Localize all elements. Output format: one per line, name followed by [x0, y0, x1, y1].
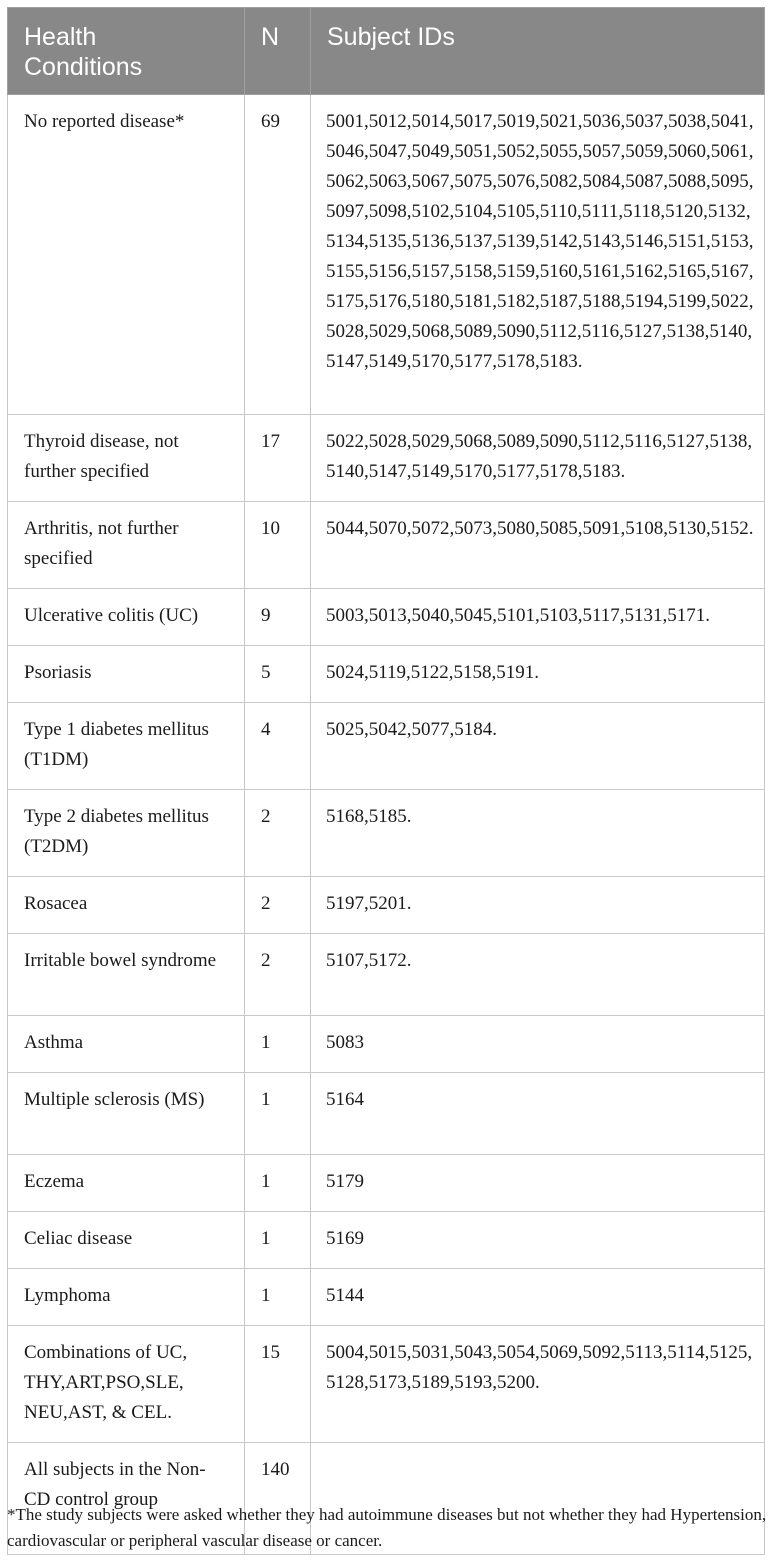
condition-cell: Type 1 diabetes mellitus (T1DM) [8, 703, 245, 790]
subject-ids-cell [311, 1212, 765, 1269]
n-cell: 1 [245, 1155, 311, 1212]
condition-cell: Ulcerative colitis (UC) [8, 589, 245, 646]
table-row [8, 415, 765, 502]
table-row [8, 1016, 765, 1073]
condition-cell: Arthritis, not further specified [8, 502, 245, 589]
condition-cell: Combinations of UC, THY,ART,PSO,SLE, NEU,AST, & CEL. [8, 1326, 245, 1443]
n-cell: 69 [245, 95, 311, 415]
condition-cell: Psoriasis [8, 646, 245, 703]
subject-ids-cell [311, 502, 765, 589]
subject-ids-cell [311, 589, 765, 646]
subject-ids-cell [311, 646, 765, 703]
subject-ids-cell [311, 1269, 765, 1326]
subject-ids-cell [311, 934, 765, 1016]
header-health-conditions-line-2: Conditions [24, 53, 143, 81]
subject-ids-text: 5004,5015,5031,5043,5054,5069,5092,5113,5114,5125,5128,5173,5189,5193,5200. [326, 1342, 753, 1393]
condition-cell: Multiple sclerosis (MS) [8, 1073, 245, 1155]
table-row [8, 1326, 765, 1443]
n-cell: 17 [245, 415, 311, 502]
subject-ids-text: 5197,5201. [326, 893, 412, 914]
n-cell: 1 [245, 1269, 311, 1326]
subject-ids-text: 5169 [326, 1228, 364, 1249]
subject-ids-text: 5164 [326, 1089, 364, 1110]
condition-cell: Type 2 diabetes mellitus (T2DM) [8, 790, 245, 877]
n-cell: 10 [245, 502, 311, 589]
table-row [8, 1073, 765, 1155]
condition-cell: Eczema [8, 1155, 245, 1212]
table-row [8, 934, 765, 1016]
n-cell: 5 [245, 646, 311, 703]
n-cell: 1 [245, 1212, 311, 1269]
table-row [8, 502, 765, 589]
condition-cell: Thyroid disease, not further specified [8, 415, 245, 502]
subject-ids-cell [311, 95, 765, 415]
n-cell: 1 [245, 1073, 311, 1155]
subject-ids-cell [311, 1016, 765, 1073]
table-row [8, 1155, 765, 1212]
condition-cell: Asthma [8, 1016, 245, 1073]
n-cell: 9 [245, 589, 311, 646]
header-subject-ids: Subject IDs [311, 8, 765, 95]
header-health-conditions-line-1: Health [24, 23, 97, 51]
condition-cell: Irritable bowel syndrome [8, 934, 245, 1016]
n-cell: 2 [245, 934, 311, 1016]
table-header-row [8, 8, 765, 95]
table-row [8, 790, 765, 877]
subject-ids-cell [311, 877, 765, 934]
subject-ids-text: 5022,5028,5029,5068,5089,5090,5112,5116,5127,5138,5140,5147,5149,5170,5177,5178,5183. [326, 431, 753, 482]
health-conditions-table-wrapper [7, 7, 764, 1555]
table-row [8, 703, 765, 790]
table-row [8, 646, 765, 703]
subject-ids-text: 5107,5172. [326, 950, 412, 971]
header-health-conditions [8, 8, 245, 95]
table-row [8, 589, 765, 646]
subject-ids-text: 5083 [326, 1032, 364, 1053]
subject-ids-text: 5179 [326, 1171, 364, 1192]
subject-ids-cell [311, 1155, 765, 1212]
n-cell: 140 [245, 1443, 311, 1555]
condition-cell: Celiac disease [8, 1212, 245, 1269]
table-footnote: *The study subjects were asked whether they had autoimmune diseases but not whether they had Hypertension, cardiovascular or peripheral vascular disease or cancer. [7, 1505, 767, 1550]
subject-ids-cell [311, 790, 765, 877]
subject-ids-cell [311, 1326, 765, 1443]
header-n: N [245, 8, 311, 95]
subject-ids-text: 5044,5070,5072,5073,5080,5085,5091,5108,5130,5152. [326, 518, 754, 539]
subject-ids-cell [311, 703, 765, 790]
condition-cell: Rosacea [8, 877, 245, 934]
n-cell: 4 [245, 703, 311, 790]
n-cell: 15 [245, 1326, 311, 1443]
table-row [8, 95, 765, 415]
subject-ids-text: 5003,5013,5040,5045,5101,5103,5117,5131,5171. [326, 605, 711, 626]
condition-cell: No reported disease* [8, 95, 245, 415]
table-row [8, 877, 765, 934]
condition-cell: Lymphoma [8, 1269, 245, 1326]
table-row [8, 1212, 765, 1269]
n-cell: 2 [245, 790, 311, 877]
n-cell: 2 [245, 877, 311, 934]
condition-cell: All subjects in the Non-CD control group [8, 1443, 245, 1555]
table-row [8, 1269, 765, 1326]
subject-ids-cell [311, 1073, 765, 1155]
subject-ids-cell [311, 415, 765, 502]
health-conditions-table [7, 7, 765, 1555]
subject-ids-text: 5168,5185. [326, 806, 412, 827]
subject-ids-text: 5001,5012,5014,5017,5019,5021,5036,5037,5038,5041,5046,5047,5049,5051,5052,5055,5057,5059,5060,5061,5062,5063,5067,5075,5076,5082,5084,5087,5088,5095,5097,5098,5102,5104,5105,5110,5111,5118,5120,5132,5134,5135,5136,5137,5139,5142,5143,5146,5151,5153,5155,5156,5157,5158,5159,5160,5161,5162,5165,5167,5175,5176,5180,5181,5182,5187,5188,5194,5199,5022,5028,5029,5068,5089,5090,5112,5116,5127,5138,5140,5147,5149,5170,5177,5178,5183. [326, 111, 754, 372]
subject-ids-text: 5144 [326, 1285, 364, 1306]
n-cell: 1 [245, 1016, 311, 1073]
subject-ids-text: 5025,5042,5077,5184. [326, 719, 497, 740]
subject-ids-text: 5024,5119,5122,5158,5191. [326, 662, 540, 683]
